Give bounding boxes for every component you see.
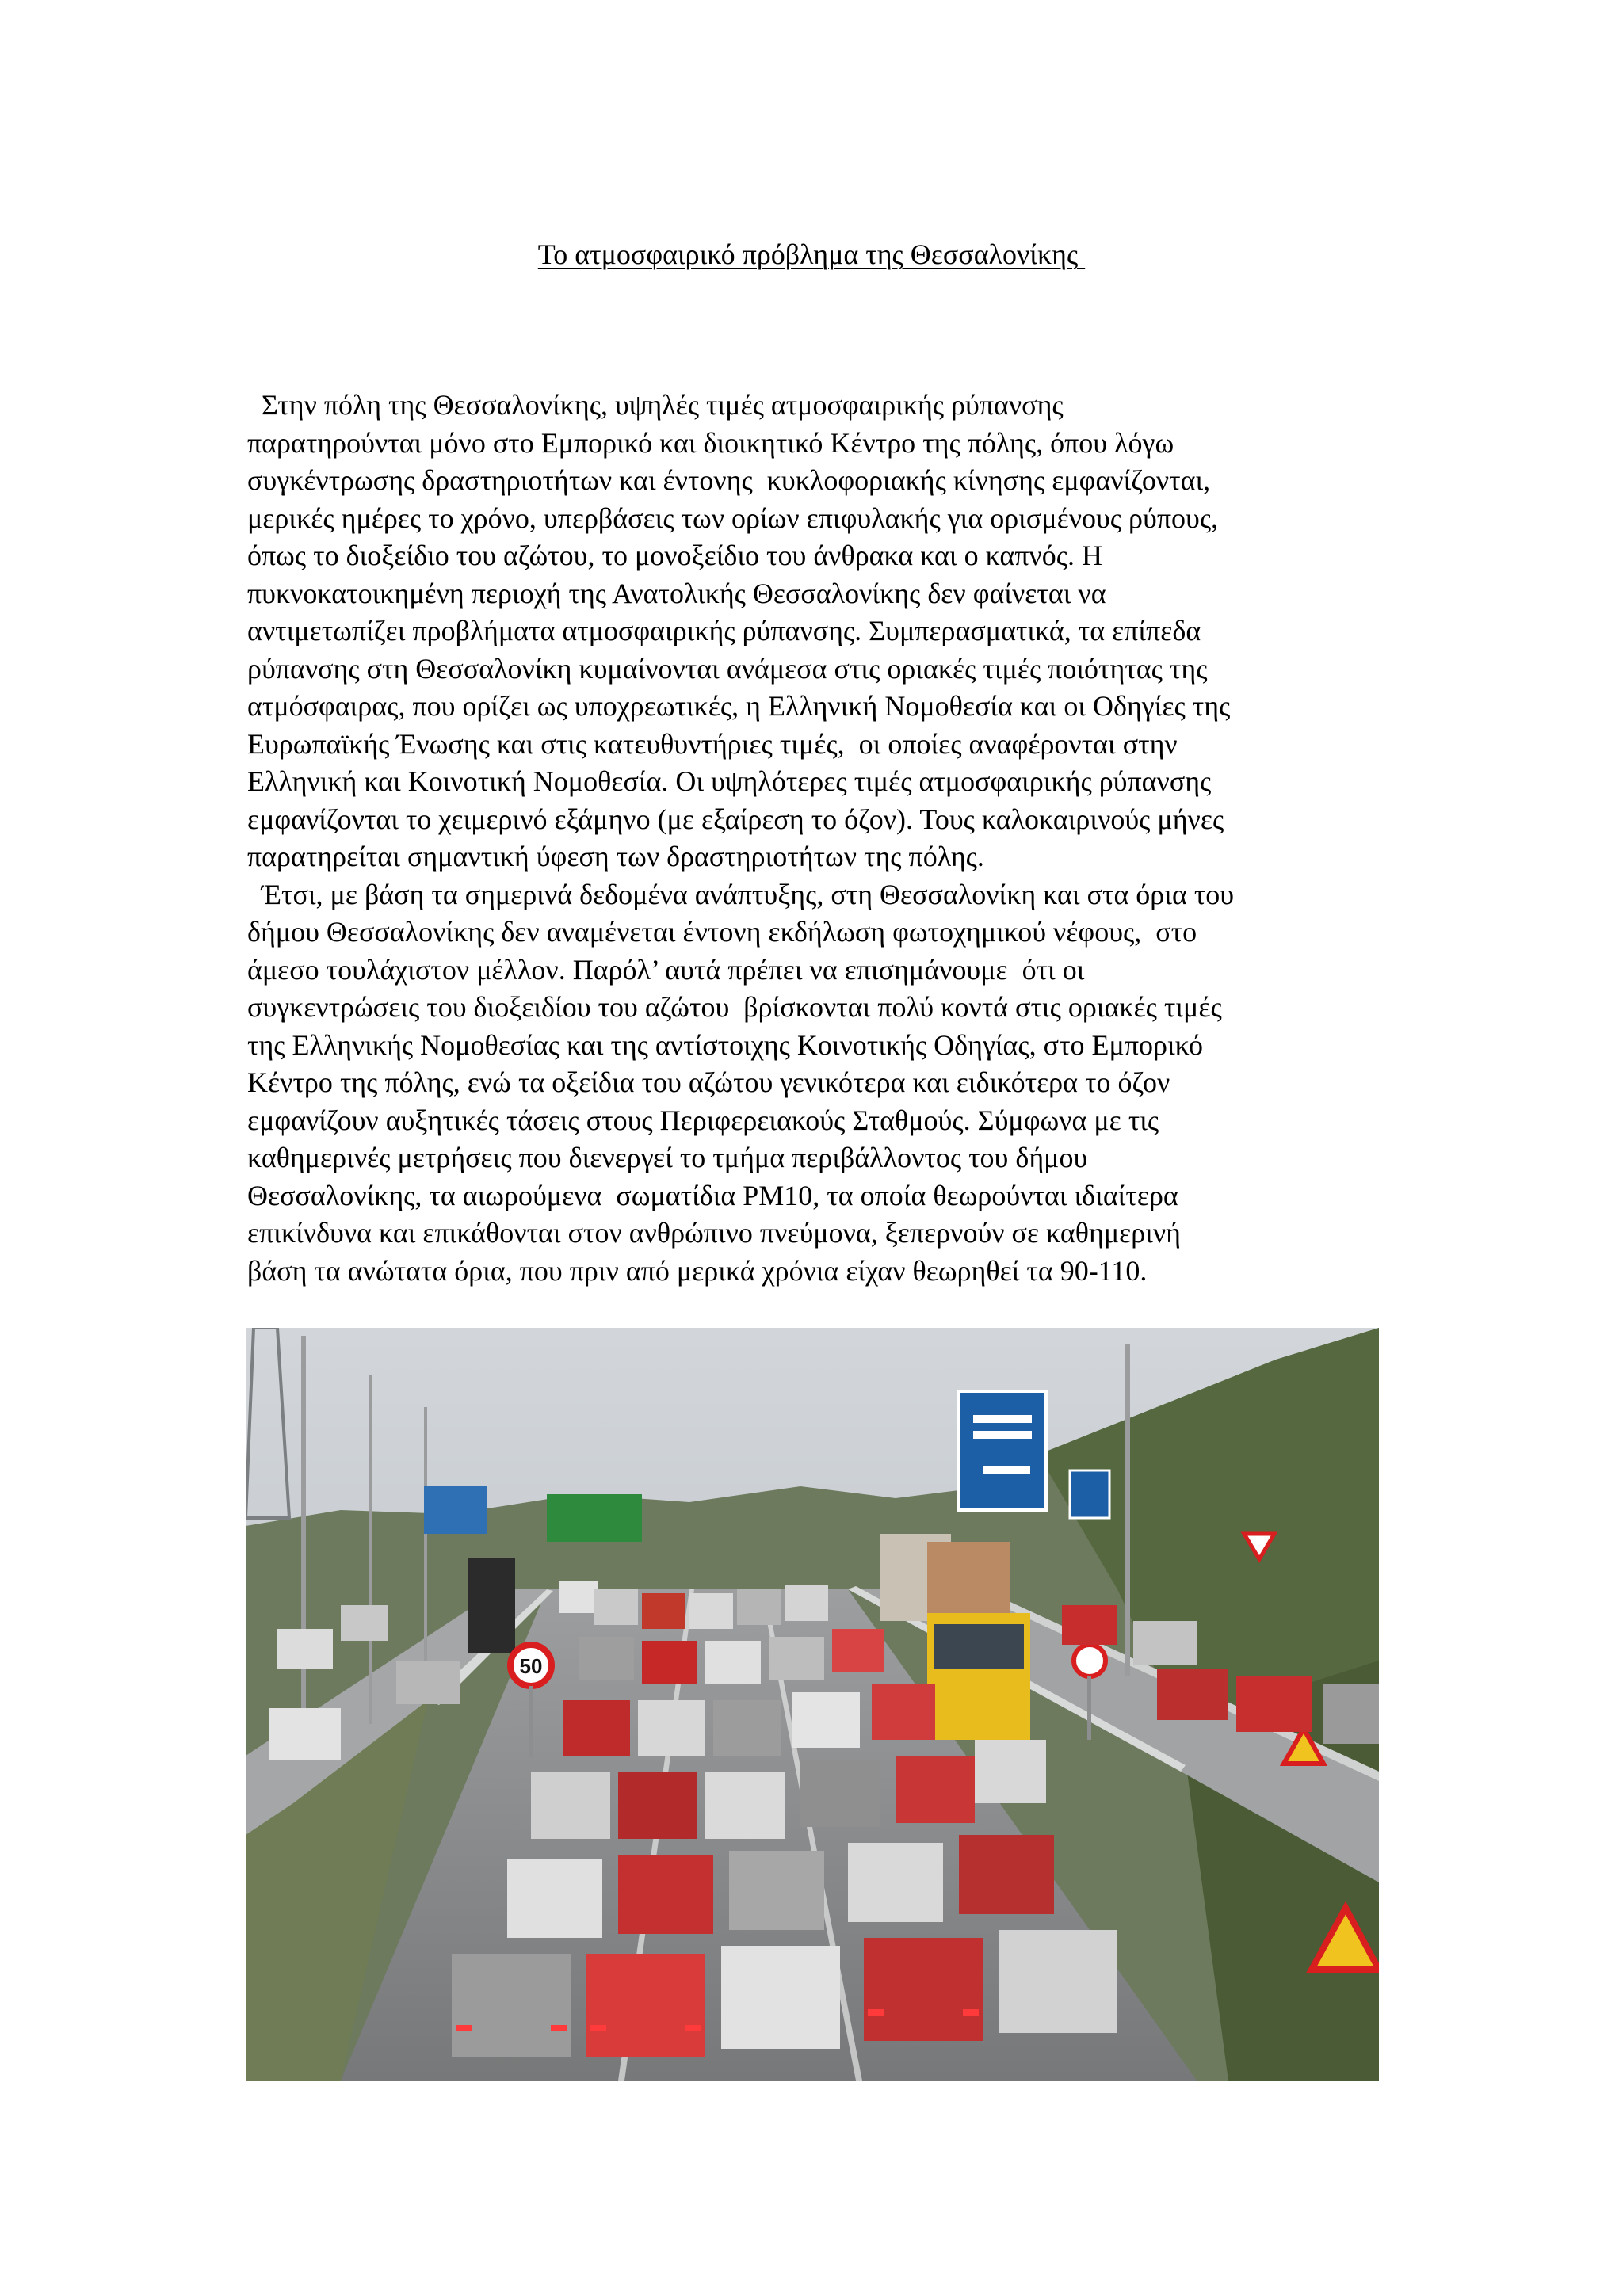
body-text-line: της Ελληνικής Νομοθεσίας και της αντίστοιχης Κοινοτικής Οδηγίας, στο Εμπορικό xyxy=(247,1028,1204,1061)
speed-limit-sign: 50 xyxy=(519,1654,543,1678)
body-text-line: Ευρωπαϊκής Ένωσης και στις κατευθυντήριες τιμές, οι οποίες αναφέρονται στην xyxy=(247,727,1178,760)
document-body xyxy=(247,387,1388,1290)
body-text-line: επικίνδυνα και επικάθονται στον ανθρώπινο πνεύμονα, ξεπερνούν σε καθημερινή xyxy=(247,1217,1181,1249)
body-text-line: Κέντρο της πόλης, ενώ τα οξείδια του αζώτου γενικότερα και ειδικότερα το όζον xyxy=(247,1066,1170,1098)
body-text-line: Στην πόλη της Θεσσαλονίκης, υψηλές τιμές ατμοσφαιρικής ρύπανσης xyxy=(247,389,1064,421)
traffic-jam-illustration xyxy=(246,1328,1379,2081)
body-text-line: άμεσο τουλάχιστον μέλλον. Παρόλ’ αυτά πρέπει να επισημάνουμε ότι οι xyxy=(247,953,1085,986)
body-text-line: μερικές ημέρες το χρόνο, υπερβάσεις των ορίων επιφυλακής για ορισμένους ρύπους, xyxy=(247,502,1219,534)
body-text-line: συγκέντρωσης δραστηριοτήτων και έντονης κυκλοφοριακής κίνησης εμφανίζονται, xyxy=(247,464,1211,496)
body-text-line: αντιμετωπίζει προβλήματα ατμοσφαιρικής ρύπανσης. Συμπερασματικά, τα επίπεδα xyxy=(247,615,1201,646)
traffic-jam-photo xyxy=(246,1328,1379,2081)
document-title xyxy=(0,235,1623,274)
body-text-line: Έτσι, με βάση τα σημερινά δεδομένα ανάπτυξης, στη Θεσσαλονίκη και στα όρια του xyxy=(247,878,1235,910)
body-text-line: πυκνοκατοικημένη περιοχή της Ανατολικής Θεσσαλονίκης δεν φαίνεται να xyxy=(247,577,1106,609)
document-title-text: Το ατμοσφαιρικό πρόβλημα της Θεσσαλονίκης xyxy=(537,238,1086,270)
body-text-line: Θεσσαλονίκης, τα αιωρούμενα σωματίδια PM10, τα οποία θεωρούνται ιδιαίτερα xyxy=(247,1179,1178,1211)
body-text-line: δήμου Θεσσαλονίκης δεν αναμένεται έντονη εκδήλωση φωτοχημικού νέφους, στο xyxy=(247,916,1197,948)
body-text-line: Ελληνική και Κοινοτική Νομοθεσία. Οι υψηλότερες τιμές ατμοσφαιρικής ρύπανσης xyxy=(247,765,1212,797)
body-text-line: καθημερινές μετρήσεις που διενεργεί το τμήμα περιβάλλοντος του δήμου xyxy=(247,1142,1088,1173)
body-text-line: βάση τα ανώτατα όρια, που πριν από μερικά χρόνια είχαν θεωρηθεί τα 90-110. xyxy=(247,1254,1148,1287)
body-text-line: παρατηρούνται μόνο στο Εμπορικό και διοικητικό Κέντρο της πόλης, όπου λόγω xyxy=(247,426,1174,459)
body-text-line: όπως το διοξείδιο του αζώτου, το μονοξείδιο του άνθρακα και ο καπνός. Η xyxy=(247,540,1102,571)
body-text-line: ρύπανσης στη Θεσσαλονίκη κυμαίνονται ανάμεσα στις οριακές τιμές ποιότητας της xyxy=(247,652,1208,685)
body-text-line: εμφανίζουν αυξητικές τάσεις στους Περιφερειακούς Σταθμούς. Σύμφωνα με τις xyxy=(247,1104,1159,1136)
body-text-line: παρατηρείται σημαντική ύφεση των δραστηριοτήτων της πόλης. xyxy=(247,841,984,872)
body-text-line: ατμόσφαιρας, που ορίζει ως υποχρεωτικές, η Ελληνική Νομοθεσία και οι Οδηγίες της xyxy=(247,690,1231,722)
body-text-line: συγκεντρώσεις του διοξειδίου του αζώτου βρίσκονται πολύ κοντά στις οριακές τιμές xyxy=(247,991,1222,1023)
body-text-line: εμφανίζονται το χειμερινό εξάμηνο (με εξαίρεση το όζον). Τους καλοκαιρινούς μήνες xyxy=(247,803,1224,835)
